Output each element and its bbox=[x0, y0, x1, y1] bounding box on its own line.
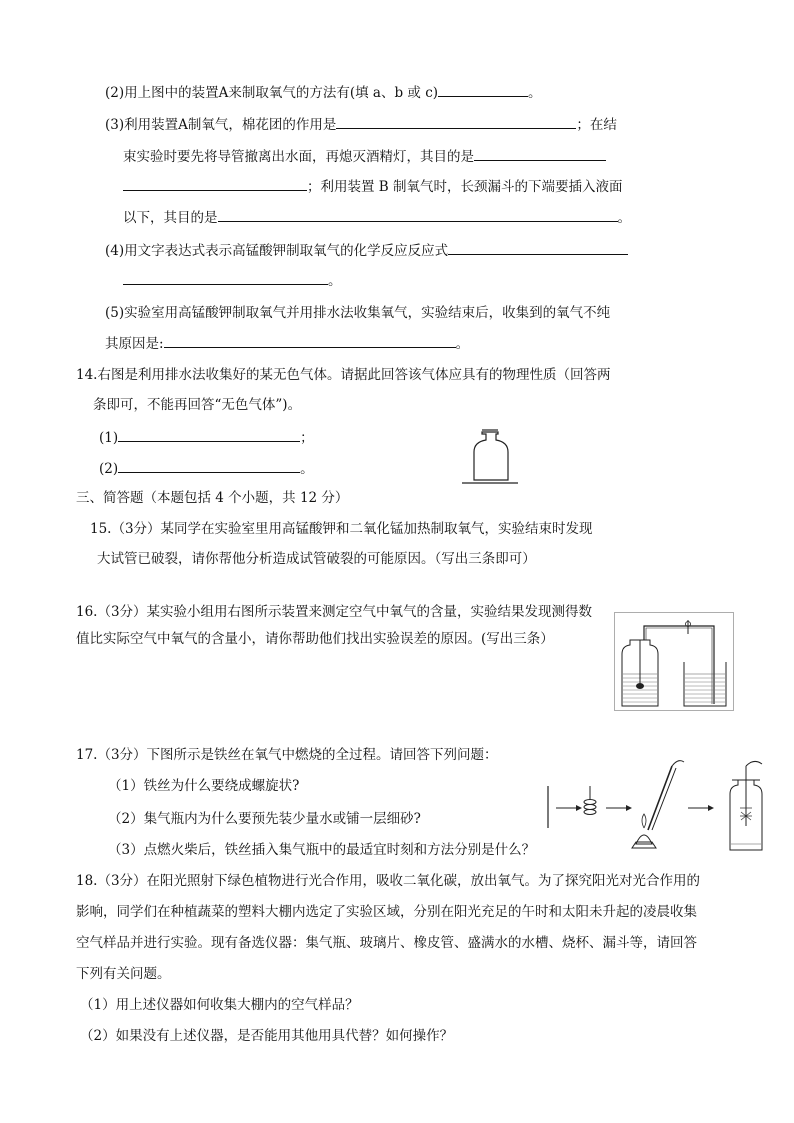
section-heading: 三、简答题（本题包括 4 个小题，共 12 分） bbox=[76, 490, 349, 506]
q13-part5-text: 其原因是: bbox=[105, 336, 164, 352]
q13-part2 bbox=[105, 82, 542, 102]
q13-part3-line4 bbox=[123, 207, 631, 227]
iron-wire-combustion-figure bbox=[540, 756, 772, 856]
q13-part4-text: (4)用文字表达式表示高锰酸钾制取氧气的化学反应反应式 bbox=[105, 243, 449, 259]
q13-part4-line1 bbox=[105, 240, 628, 260]
answer-blank[interactable] bbox=[218, 207, 618, 222]
q14-line2: 条即可，不能再回答“无色气体”)。 bbox=[93, 397, 302, 413]
q17-sub3: （3）点燃火柴后，铁丝插入集气瓶中的最适宜时刻和方法分别是什么？ bbox=[108, 842, 536, 858]
q13-part3-text-end: 。 bbox=[617, 210, 631, 226]
q18-line4: 下列有关问题。 bbox=[76, 966, 171, 982]
answer-blank[interactable] bbox=[474, 146, 606, 161]
answer-blank[interactable] bbox=[118, 458, 300, 473]
q18-line2: 影响，同学们在种植蔬菜的塑料大棚内选定了实验区域，分别在阳光充足的午时和太阳未升起的凌晨收集 bbox=[76, 904, 697, 920]
q13-part3-text: (3)利用装置A制氧气，棉花团的作用是 bbox=[105, 117, 337, 133]
q16-line2: 值比实际空气中氧气的含量小，请你帮助他们找出实验误差的原因。(写出三条） bbox=[76, 631, 554, 647]
answer-blank[interactable] bbox=[336, 114, 576, 129]
q17-sub1: （1）铁丝为什么要绕成螺旋状? bbox=[108, 778, 300, 794]
answer-blank[interactable] bbox=[438, 82, 528, 97]
q18-sub1: （1）用上述仪器如何收集大棚内的空气样品？ bbox=[80, 997, 359, 1013]
q17-sub2: （2）集气瓶内为什么要预先装少量水或铺一层细砂? bbox=[108, 811, 421, 827]
q13-part4-line2 bbox=[123, 270, 342, 290]
q13-part3-text: 以下，其目的是 bbox=[123, 210, 218, 226]
q13-part3-line1 bbox=[105, 114, 617, 134]
q18-sub2: （2）如果没有上述仪器，是否能用其他用具代替？如何操作？ bbox=[80, 1028, 454, 1044]
q16-line1: 16.（3分）某实验小组用右图所示装置来测定空气中氧气的含量，实验结果发现测得数 bbox=[76, 604, 593, 620]
q13-part5-text-end: 。 bbox=[455, 336, 470, 352]
q13-part5-line2 bbox=[105, 333, 469, 353]
oxygen-measurement-apparatus-figure bbox=[614, 612, 734, 712]
q15-line1: 15.（3分）某同学在实验室里用高锰酸钾和二氧化锰加热制取氧气，实验结束时发现 bbox=[90, 521, 593, 537]
answer-label: (2) bbox=[99, 461, 119, 477]
q14-line1: 14.右图是利用排水法收集好的某无色气体。请据此回答该气体应具有的物理性质（回答两 bbox=[76, 367, 611, 383]
answer-end: 。 bbox=[300, 461, 314, 477]
q13-part3-text: ；利用装置 B 制氧气时，长颈漏斗的下端要插入液面 bbox=[307, 179, 623, 195]
q18-line1: 18.（3分）在阳光照射下绿色植物进行光合作用，吸收二氧化碳，放出氧气。为了探究阳光对光合作用的 bbox=[76, 873, 701, 889]
q13-part5-line1 bbox=[105, 304, 610, 322]
q18-line3: 空气样品并进行实验。现有备选仪器：集气瓶、玻璃片、橡皮管、盛满水的水槽、烧杯、漏斗等，请回答 bbox=[76, 935, 697, 951]
answer-blank[interactable] bbox=[164, 333, 456, 348]
q15-line2: 大试管已破裂，请你帮他分析造成试管破裂的可能原因。（写出三条即可） bbox=[97, 551, 536, 567]
q13-part4-text-end: 。 bbox=[328, 273, 342, 289]
q14-answer2 bbox=[99, 458, 314, 478]
q13-part3-line3 bbox=[123, 176, 623, 196]
q13-part2-end: 。 bbox=[528, 85, 542, 101]
answer-blank[interactable] bbox=[123, 270, 328, 285]
q13-part2-text: (2)用上图中的装置A来制取氧气的方法有(填 a、b 或 c) bbox=[105, 85, 439, 101]
q13-part3-line2 bbox=[123, 146, 606, 166]
q13-part3-text-end: ；在结 bbox=[576, 117, 617, 133]
q13-part5-text: (5)实验室用高锰酸钾制取氧气并用排水法收集氧气，实验结束后，收集到的氧气不纯 bbox=[105, 305, 611, 321]
answer-blank[interactable] bbox=[123, 176, 307, 191]
q17-line1: 17.（3分）下图所示是铁丝在氧气中燃烧的全过程。请回答下列问题： bbox=[76, 747, 498, 763]
q13-part3-text: 束实验时要先将导管撤离出水面，再熄灭酒精灯，其目的是 bbox=[123, 149, 474, 165]
answer-end: ； bbox=[300, 430, 314, 446]
q14-answer1 bbox=[99, 427, 314, 447]
answer-blank[interactable] bbox=[118, 427, 300, 442]
answer-label: (1) bbox=[99, 430, 119, 446]
answer-blank[interactable] bbox=[448, 240, 628, 255]
gas-bottle-figure bbox=[460, 428, 520, 486]
